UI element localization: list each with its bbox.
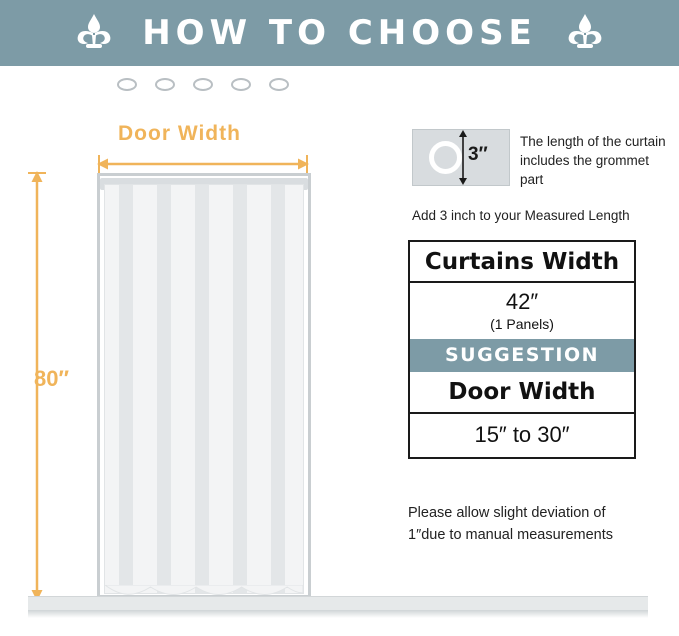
curtain-panel	[104, 184, 304, 594]
curtains-width-title: Curtains Width	[410, 242, 634, 283]
disclaimer-line-2: 1″due to manual measurements	[408, 527, 614, 543]
curtains-width-value: 42″	[505, 289, 539, 314]
floor-line	[28, 596, 648, 611]
panel-count-label: (1 Panels)	[490, 316, 554, 332]
diagram-stage	[0, 66, 679, 636]
door-width-dimension-label: Door Width	[118, 122, 241, 145]
grommet-note-text: The length of the curtain includes the grommet part	[520, 134, 666, 187]
page-title: HOW TO CHOOSE	[142, 13, 537, 53]
add-length-note: Add 3 inch to your Measured Length	[412, 208, 630, 223]
door-width-title: Door Width	[410, 372, 634, 414]
grommet-icon	[231, 78, 251, 91]
size-info-box	[408, 240, 636, 459]
disclaimer-line-1: Please allow slight deviation of	[408, 505, 606, 521]
fleur-de-lis-left-icon	[72, 11, 116, 55]
grommet-icon	[155, 78, 175, 91]
door-width-arrow-icon	[96, 155, 310, 173]
floor-shadow	[28, 610, 648, 618]
grommet-icon	[117, 78, 137, 91]
door-width-range: 15″ to 30″	[474, 422, 570, 447]
curtain-pleat	[119, 185, 133, 593]
fleur-de-lis-right-icon	[563, 11, 607, 55]
curtain-pleat	[195, 185, 209, 593]
grommet-measure-label: 3″	[468, 144, 488, 165]
curtain-pleat	[157, 185, 171, 593]
disclaimer-text	[408, 502, 648, 546]
grommet-icon	[193, 78, 213, 91]
grommet-icon	[269, 78, 289, 91]
curtain-pleat	[271, 185, 285, 593]
curtain-height-label: 80″	[34, 366, 70, 391]
curtain-pleat	[233, 185, 247, 593]
suggestion-badge: SUGGESTION	[410, 339, 634, 372]
header-banner	[0, 0, 679, 66]
